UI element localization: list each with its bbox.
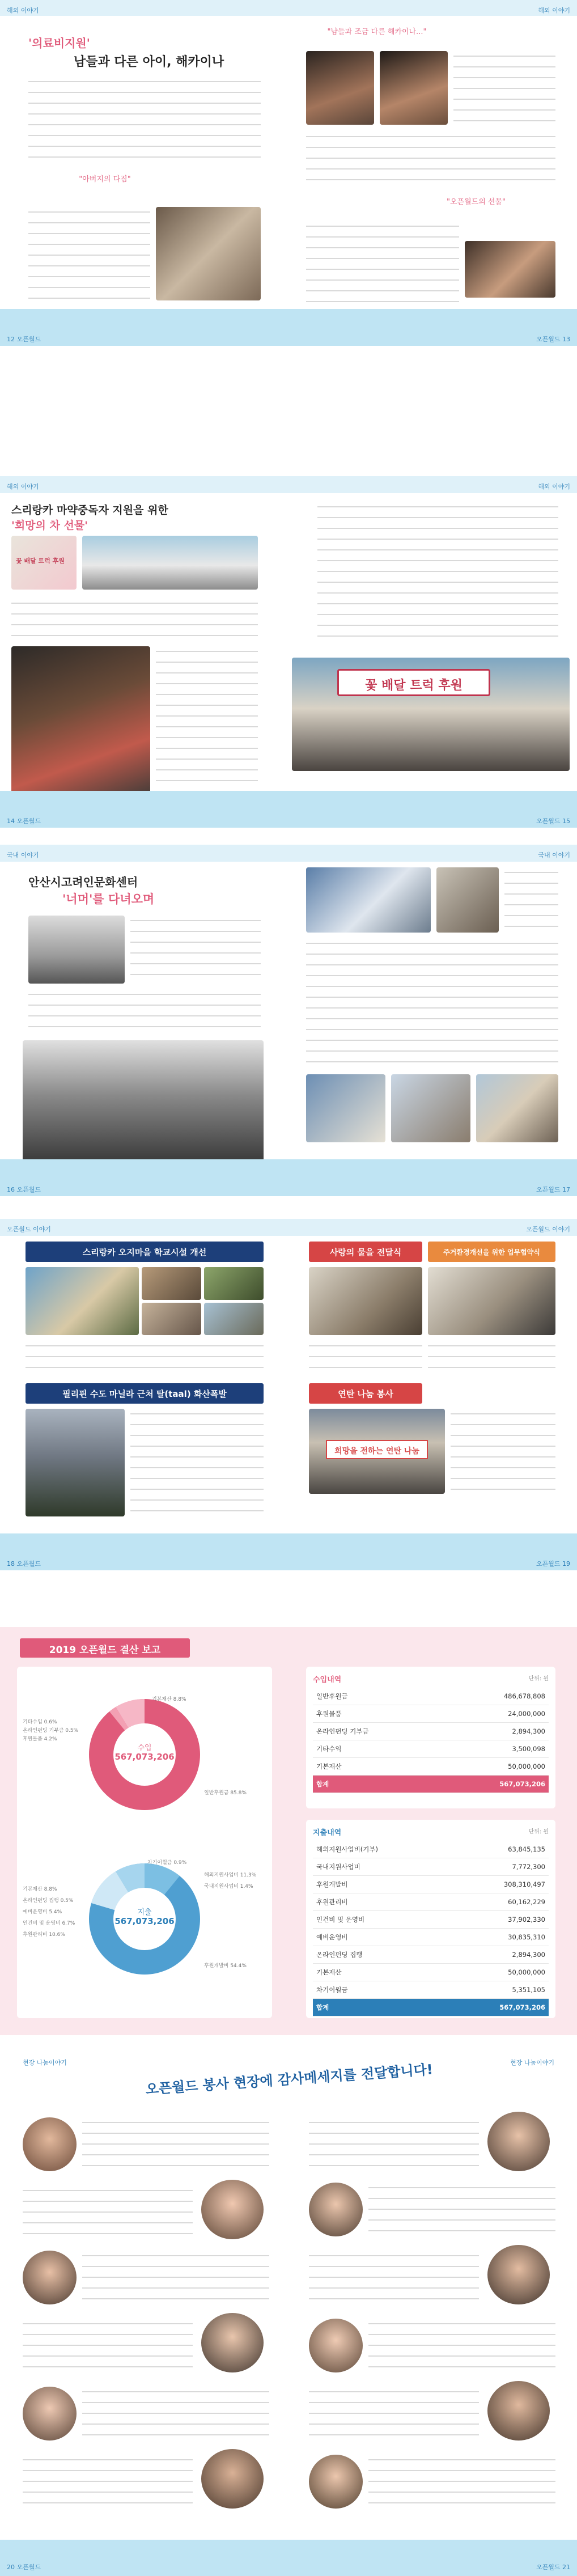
quote-heading: "오픈월드의 선물" — [447, 198, 506, 206]
table-row: 인건비 및 운영비 37,902,330 — [313, 1911, 549, 1929]
school-photo — [142, 1303, 201, 1335]
page-number: 오픈월드 17 — [536, 1186, 570, 1193]
body-text — [317, 502, 558, 643]
volunteer-photo — [309, 2183, 363, 2236]
volunteer-photo — [309, 2319, 363, 2372]
spread-thanks-messages — [0, 2052, 577, 2576]
section-label: 해외 이야기 — [538, 483, 570, 490]
table-row: 예비운영비 30,835,310 — [313, 1929, 549, 1946]
pie-label: 예비운영비 5.4% — [23, 1909, 62, 1915]
income-table-panel — [306, 1667, 555, 1808]
page-number: 오픈월드 21 — [536, 2564, 570, 2571]
income-title: 수입내역 — [313, 1676, 342, 1684]
body-text — [309, 1341, 422, 1375]
volunteer-photo — [23, 2251, 77, 2304]
page-number: 오픈월드 19 — [536, 1560, 570, 1567]
expense-table-panel — [306, 1820, 555, 2018]
message-text — [23, 2319, 193, 2370]
spread-financial-report — [0, 1627, 577, 2035]
water-photo — [309, 1267, 422, 1335]
group-bw-photo — [23, 1040, 264, 1162]
unit-label: 단위: 원 — [528, 1829, 549, 1835]
pie-label: 국내지원사업비 1.4% — [204, 1884, 253, 1889]
body-text — [26, 1341, 264, 1374]
banner-text: 희망을 전하는 연탄 나눔 — [326, 1440, 428, 1459]
article-subtitle: 남들과 다른 아이, 해카이나 — [74, 55, 224, 69]
expense-table — [313, 1841, 549, 2016]
table-row: 해외지원사업비(기부) 63,845,135 — [313, 1841, 549, 1858]
school-photo — [204, 1267, 264, 1300]
child-photo — [380, 51, 448, 125]
volunteer-photo — [487, 2245, 550, 2304]
section-label: 해외 이야기 — [7, 483, 39, 490]
pie-label: 기타수입 0.6% — [23, 1719, 57, 1725]
pie-label: 기본재산 8.8% — [23, 1887, 57, 1892]
body-text — [453, 51, 555, 125]
body-text — [28, 77, 261, 162]
spread-world-stories — [0, 1219, 577, 1570]
unit-label: 단위: 원 — [528, 1676, 549, 1682]
spread-medical-support — [0, 0, 577, 346]
body-text — [156, 646, 258, 799]
sign-banner: 꽃 배달 트럭 후원 — [337, 669, 490, 696]
man-with-flowers-photo — [11, 646, 150, 799]
page-number: 오픈월드 15 — [536, 817, 570, 825]
message-text — [82, 2117, 269, 2168]
child-photo — [306, 51, 374, 125]
table-row: 후원관리비 60,162,229 — [313, 1893, 549, 1911]
article-title: 안산시고려인문화센터 — [28, 875, 138, 889]
sign-photo — [11, 536, 77, 590]
volunteer-photo — [309, 2455, 363, 2509]
volunteer-photo — [201, 2180, 264, 2239]
page-number: 오픈월드 13 — [536, 336, 570, 343]
office-photo — [391, 1074, 470, 1142]
message-text — [309, 2251, 479, 2302]
page-number: 20 오픈월드 — [7, 2564, 41, 2571]
body-text — [28, 989, 261, 1032]
body-text — [306, 938, 558, 1069]
story-bar: 연탄 나눔 봉사 — [309, 1383, 422, 1404]
expense-center-value: 567,073,206 — [114, 1916, 175, 1926]
table-row: 기타수익 3,500,098 — [313, 1740, 549, 1758]
hospital-photo — [465, 241, 555, 298]
section-label: 오픈월드 이야기 — [7, 1226, 51, 1233]
pie-label: 후원물품 4.2% — [23, 1736, 57, 1742]
message-text — [23, 2455, 193, 2506]
section-label: 해외 이야기 — [538, 7, 570, 14]
pie-label: 차기이월금 0.9% — [147, 1860, 187, 1866]
section-label: 국내 이야기 — [538, 851, 570, 859]
body-text — [130, 916, 261, 984]
page-number: 12 오픈월드 — [7, 336, 41, 343]
story-bar: 사랑의 물을 전달식 — [309, 1242, 422, 1262]
expense-title: 지출내역 — [313, 1829, 342, 1837]
body-text — [306, 221, 459, 306]
table-row: 후원개발비 308,310,497 — [313, 1876, 549, 1893]
body-text — [28, 207, 150, 303]
visit-photo — [306, 867, 431, 933]
historic-photo — [28, 916, 125, 984]
quote-heading: "남들과 조금 다른 해카이나..." — [327, 28, 427, 36]
school-photo — [204, 1303, 264, 1335]
article-title: 스리랑카 마약중독자 지원을 위한 — [11, 504, 168, 516]
agreement-photo — [428, 1267, 555, 1335]
message-text — [23, 2185, 193, 2236]
message-text — [368, 2319, 555, 2370]
group-ceremony-photo — [292, 658, 570, 771]
office-photo — [306, 1074, 385, 1142]
body-text — [130, 1409, 264, 1516]
school-photo — [142, 1267, 201, 1300]
section-label: 오픈월드 이야기 — [526, 1226, 570, 1233]
table-row: 온라인펀딩 집행 2,894,300 — [313, 1946, 549, 1964]
pie-label: 기본재산 8.8% — [152, 1697, 186, 1702]
volunteer-photo — [201, 2313, 264, 2372]
sign-text: 꽃 배달 트럭 후원 — [16, 557, 65, 565]
page-number: 16 오픈월드 — [7, 1186, 41, 1193]
pie-label: 후원개발비 54.4% — [204, 1963, 247, 1969]
body-text — [428, 1341, 555, 1375]
thanks-title: 오픈월드 봉사 현장에 감사메세지를 전달합니다! — [145, 2061, 434, 2098]
family-photo — [156, 207, 261, 300]
report-title: 2019 오픈월드 결산 보고 — [20, 1638, 190, 1658]
spread-ansan-center — [0, 845, 577, 1196]
body-text — [11, 598, 258, 643]
story-bar: 스리랑카 오지마을 학교시설 개선 — [26, 1242, 264, 1262]
pie-label: 인건비 및 운영비 6.7% — [23, 1921, 75, 1926]
section-label: 국내 이야기 — [7, 851, 39, 859]
pie-label: 후원관리비 10.6% — [23, 1932, 65, 1938]
section-label: 현장 나눔이야기 — [23, 2059, 67, 2066]
message-text — [368, 2455, 555, 2506]
volunteer-photo — [487, 2381, 550, 2441]
message-text — [309, 2117, 479, 2168]
expense-center-label: 지출 — [137, 1908, 152, 1917]
quote-heading: "아버지의 다짐" — [79, 175, 131, 184]
section-label: 현장 나눔이야기 — [510, 2059, 554, 2066]
message-text — [309, 2387, 479, 2438]
message-text — [82, 2387, 269, 2438]
section-label: 해외 이야기 — [7, 7, 39, 14]
spread-sri-lanka-truck — [0, 476, 577, 828]
body-text — [306, 132, 555, 185]
visit-photo — [436, 867, 499, 933]
table-row: 기본재산 50,000,000 — [313, 1964, 549, 1981]
article-subtitle: '너머'를 다녀오며 — [62, 892, 155, 906]
pie-label: 일반후원금 85.8% — [204, 1790, 247, 1796]
story-bar: 주거환경개선을 위한 업무협약식 — [428, 1242, 555, 1262]
pie-label: 해외지원사업비 11.3% — [204, 1872, 257, 1878]
school-photo — [26, 1267, 139, 1335]
article-subtitle: '희망의 차 선물' — [11, 519, 88, 532]
charts-panel — [17, 1667, 272, 2018]
table-row: 온라인펀딩 기부금 2,894,300 — [313, 1723, 549, 1740]
pie-label: 온라인펀딩 기부금 0.5% — [23, 1728, 79, 1734]
volcano-photo — [26, 1409, 125, 1516]
table-row: 후원물품 24,000,000 — [313, 1705, 549, 1723]
pie-label: 온라인펀딩 집행 0.5% — [23, 1898, 74, 1904]
income-table — [313, 1688, 549, 1793]
truck-photo — [82, 536, 258, 590]
volunteer-photo — [487, 2112, 550, 2171]
income-center-label: 수입 — [137, 1744, 152, 1752]
story-bar: 필리핀 수도 마닐라 근처 탈(taal) 화산폭발 — [26, 1383, 264, 1404]
table-total-row: 합계 567,073,206 — [313, 1999, 549, 2016]
article-title: '의료비지원' — [28, 36, 90, 50]
page-number: 18 오픈월드 — [7, 1560, 41, 1567]
table-total-row: 합계 567,073,206 — [313, 1776, 549, 1793]
table-row: 차기이월금 5,351,105 — [313, 1981, 549, 1999]
volunteer-photo — [23, 2117, 77, 2171]
body-text — [504, 867, 558, 933]
briquette-photo — [309, 1409, 445, 1494]
table-row: 국내지원사업비 7,772,300 — [313, 1858, 549, 1876]
income-center-value: 567,073,206 — [114, 1752, 175, 1762]
page-number: 14 오픈월드 — [7, 817, 41, 825]
office-photo — [476, 1074, 558, 1142]
table-row: 일반후원금 486,678,808 — [313, 1688, 549, 1705]
volunteer-photo — [201, 2449, 264, 2509]
body-text — [451, 1409, 555, 1494]
message-text — [82, 2251, 269, 2302]
message-text — [368, 2183, 555, 2234]
volunteer-photo — [23, 2387, 77, 2441]
table-row: 기본재산 50,000,000 — [313, 1758, 549, 1776]
